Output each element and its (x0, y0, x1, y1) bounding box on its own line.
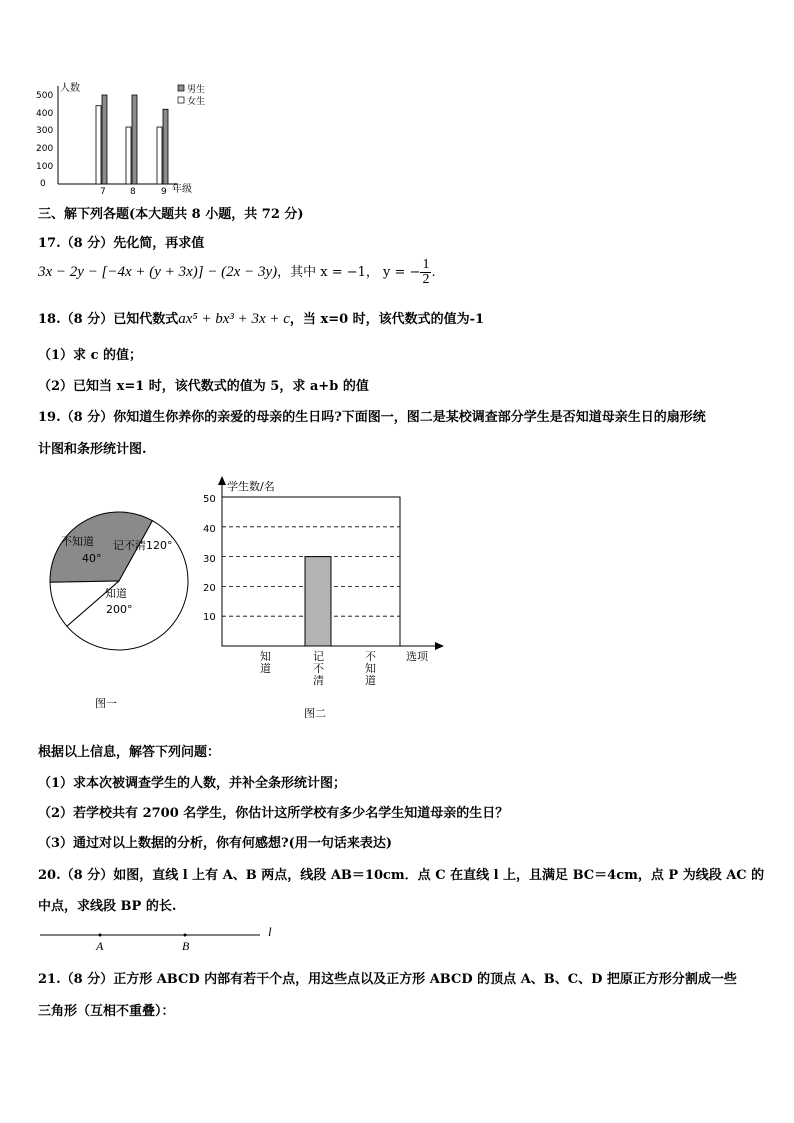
q18-prefix: 18.（8 分）已知代数式 (38, 312, 179, 327)
q17-title: 17.（8 分）先化简，再求值 (38, 236, 205, 251)
q19-line1: 19.（8 分）你知道生你养你的亲爱的母亲的生日吗?下面图一，图二是某校调查部分学生是否知道母亲生日的扇形统 (38, 410, 706, 425)
q19-instruction: 根据以上信息，解答下列问题： (38, 745, 221, 760)
bar-记不清 (305, 557, 331, 646)
legend-swatch-boys (178, 85, 184, 91)
bar-y-tick: 20 (203, 583, 216, 594)
q17-frac-num: 1 (422, 257, 430, 272)
pie-chart (40, 500, 200, 720)
x-tick: 7 (100, 187, 106, 197)
y-axis-label: 人数 (60, 83, 80, 94)
y-tick: 500 (36, 91, 54, 101)
q18-suffix: ，当 x=0 时，该代数式的值为-1 (289, 312, 485, 327)
point-a-dot (99, 934, 102, 937)
q18-sub2: （2）已知当 x=1 时，该代数式的值为 5，求 a+b 的值 (38, 379, 369, 394)
q20-line2: 中点，求线段 BP 的长. (38, 899, 177, 914)
q17-expr: 3x − 2y − [−4x + (y + 3x)] − (2x − 3y) (38, 264, 278, 280)
line-l-label: l (268, 924, 272, 939)
bar-y-tick: 50 (203, 494, 216, 505)
q19-sub3: （3）通过对以上数据的分析，你有何感想?(用一句话来表达) (38, 836, 392, 851)
bar-y-label: 学生数/名 (227, 480, 275, 493)
bar-boys-7 (102, 95, 107, 184)
q20-line-figure (38, 922, 288, 954)
bar-y-tick: 10 (203, 612, 216, 623)
y-tick: 0 (40, 179, 46, 189)
bar-y-tick: 40 (203, 524, 216, 535)
pie-label-jibuqing: 记不清120° (113, 539, 173, 552)
bar-category-label: 知道 (260, 650, 271, 675)
y-axis-arrow-icon (218, 476, 226, 485)
legend-label-boys: 男生 (187, 85, 206, 95)
y-tick: 400 (36, 109, 54, 119)
q17-frac-den: 2 (422, 272, 430, 287)
bar-category-label: 不知道 (365, 650, 376, 687)
bar-girls-7 (96, 106, 101, 184)
point-b-dot (184, 934, 187, 937)
bar-x-label: 选项 (406, 650, 428, 663)
y-tick: 100 (36, 162, 54, 172)
x-axis-label: 年级 (172, 184, 192, 195)
x-tick: 8 (130, 187, 136, 197)
legend-swatch-girls (178, 97, 184, 103)
pie-label-zhidao: 知道 (105, 587, 127, 600)
q18-sub1: （1）求 c 的值； (38, 348, 143, 363)
bar-category-label: 记不清 (313, 650, 324, 687)
q20-line1: 20.（8 分）如图，直线 l 上有 A、B 两点，线段 AB＝10cm．点 C 在直线 l 上，且满足 BC＝4cm，点 P 为线段 AC 的 (38, 868, 765, 883)
q19-sub1: （1）求本次被调查学生的人数，并补全条形统计图； (38, 776, 347, 791)
q21-line1: 21.（8 分）正方形 ABCD 内部有若干个点，用这些点以及正方形 ABCD 的顶点 A、B、C、D 把原正方形分割成一些 (38, 972, 737, 987)
q19-sub2: （2）若学校共有 2700 名学生，你估计这所学校有多少名学生知道母亲的生日？ (38, 806, 509, 821)
legend-label-girls: 女生 (187, 97, 206, 107)
bar-boys-8 (132, 95, 137, 184)
q18-title (38, 308, 484, 328)
pie-caption: 图一 (95, 697, 117, 710)
q17-expression (38, 258, 436, 287)
x-axis-arrow-icon (435, 642, 444, 650)
pie-label-buzhidao: 不知道 (61, 535, 94, 548)
bar-y-tick: 30 (203, 554, 216, 565)
q17-end: . (431, 265, 436, 280)
section-3-header: 三、解下列各题(本大题共 8 小题，共 72 分) (38, 207, 304, 222)
y-tick: 300 (36, 126, 54, 136)
x-tick: 9 (161, 187, 167, 197)
student-bar-chart (195, 472, 455, 727)
bar-boys-9 (163, 109, 168, 184)
grade-gender-bar-chart (30, 78, 220, 200)
pie-angle-zhidao: 200° (106, 603, 133, 616)
point-b-label: B (182, 939, 190, 953)
q19-line2: 计图和条形统计图. (38, 442, 147, 457)
q18-expression: ax⁵ + bx³ + 3x + c (178, 311, 290, 327)
y-tick: 200 (36, 144, 54, 154)
q21-line2: 三角形（互相不重叠）： (38, 1004, 175, 1019)
q17-fraction (420, 258, 431, 287)
bar-girls-8 (126, 127, 131, 184)
q17-condition: ，其中 x = −1， y = − (277, 265, 421, 280)
point-a-label: A (96, 939, 104, 953)
pie-angle-buzhidao: 40° (82, 552, 102, 565)
bar-girls-9 (157, 127, 162, 184)
bar-caption: 图二 (304, 707, 326, 720)
